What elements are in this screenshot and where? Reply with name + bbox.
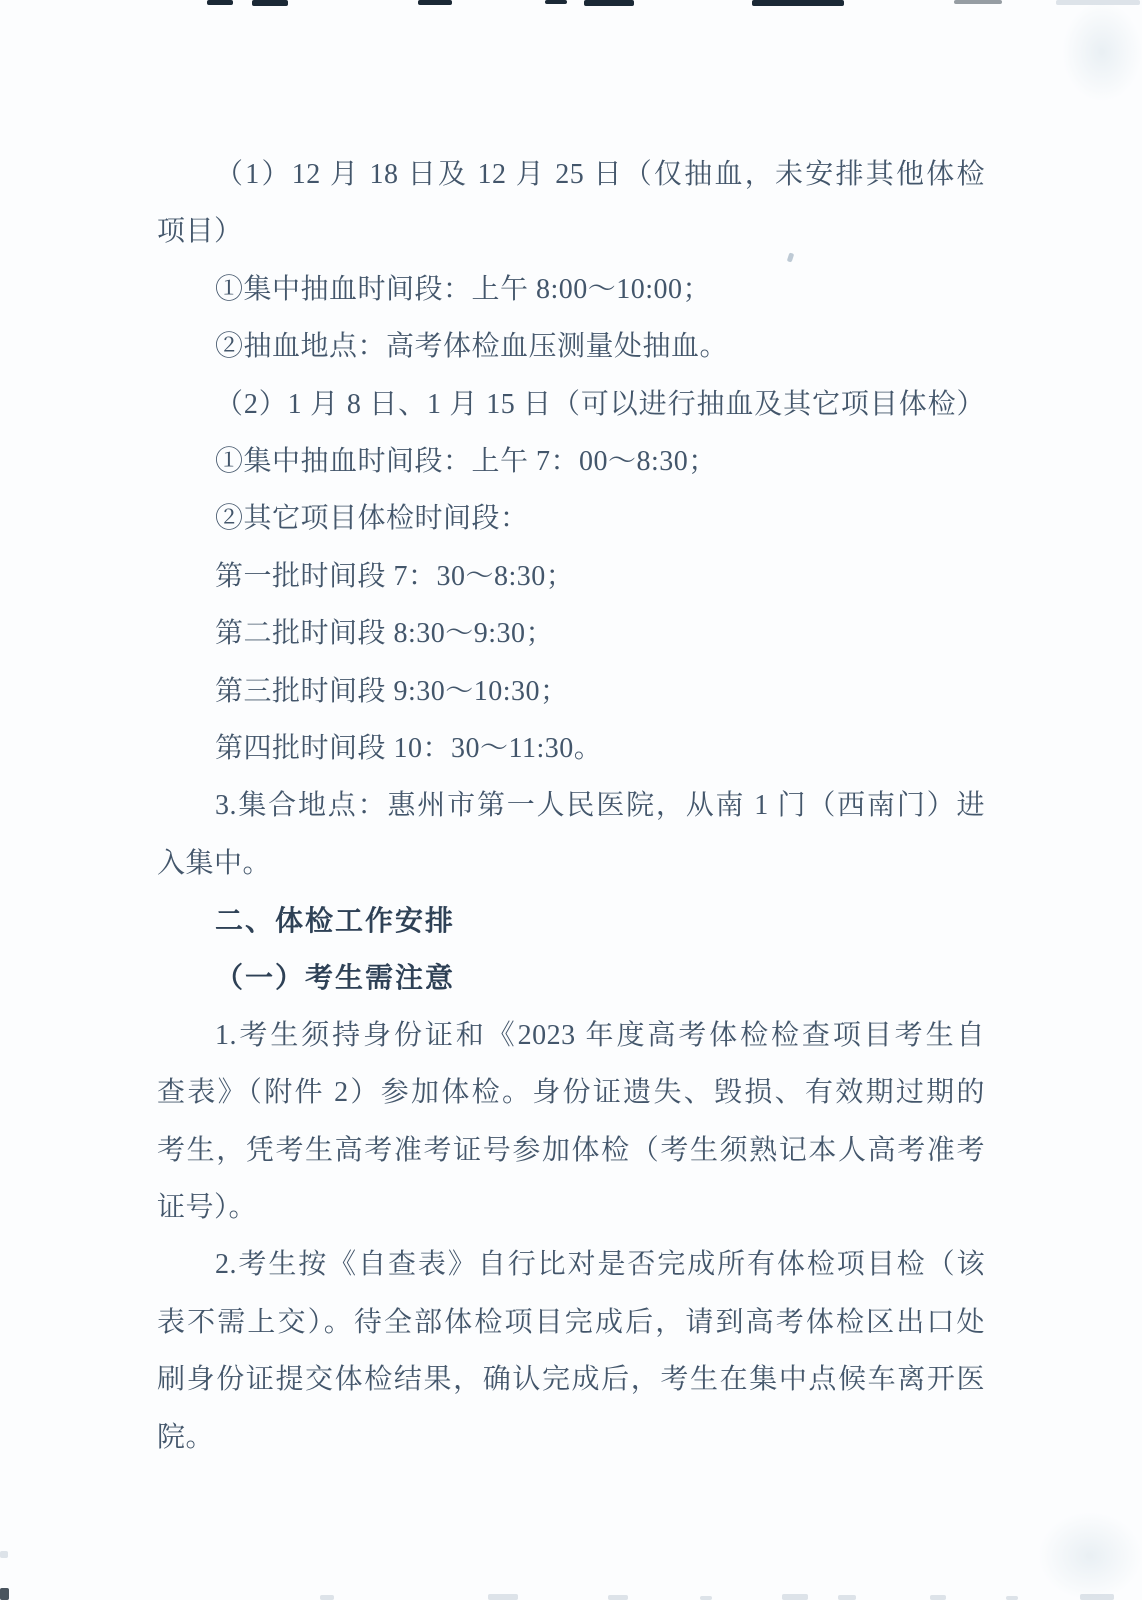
text-line: （1）12 月 18 日及 12 月 25 日（仅抽血，未安排其他体检 — [215, 159, 985, 190]
section-heading: 二、体检工作安排 — [215, 905, 456, 937]
scan-artifact — [320, 1595, 334, 1600]
scan-artifact — [207, 0, 233, 5]
text-line: 第一批时间段 7：30～8:30； — [215, 560, 575, 592]
scan-smudge — [1062, 2, 1142, 102]
scan-artifact — [418, 0, 452, 5]
scan-smudge — [1038, 1512, 1142, 1600]
text-line: 表不需上交）。待全部体检项目完成后，请到高考体检区出口处 — [157, 1306, 985, 1338]
text-line: 3.集合地点：惠州市第一人民医院，从南 1 门（西南门）进 — [215, 790, 985, 822]
text-line: （2）1 月 8 日、1 月 15 日（可以进行抽血及其它项目体检） — [215, 388, 985, 420]
text-line: ①集中抽血时间段：上午 7：00～8:30； — [215, 445, 717, 477]
text-line: 1.考生须持身份证和《2023 年度高考体检检查项目考生自 — [215, 1019, 985, 1051]
text-line: 证号）。 — [157, 1192, 258, 1224]
scan-artifact — [608, 1595, 628, 1600]
scan-artifact — [782, 1594, 808, 1600]
text-line: 第二批时间段 8:30～9:30； — [215, 618, 555, 650]
text-line: 院。 — [157, 1421, 215, 1453]
scan-artifact — [700, 1596, 712, 1600]
scan-artifact — [0, 1588, 9, 1600]
scan-artifact — [545, 0, 567, 4]
text-line: 入集中。 — [157, 847, 272, 879]
text-line: 刷身份证提交体检结果，确认完成后，考生在集中点候车离开医 — [157, 1364, 985, 1396]
document-body — [157, 146, 985, 1466]
text-line: ①集中抽血时间段：上午 8:00～10:00； — [215, 273, 712, 305]
text-line: ②其它项目体检时间段： — [215, 503, 529, 535]
scan-artifact — [954, 0, 1002, 4]
scan-artifact — [1006, 1596, 1018, 1600]
text-line: 2.考生按《自查表》自行比对是否完成所有体检项目检（该 — [215, 1249, 985, 1281]
text-line: 第三批时间段 9:30～10:30； — [215, 675, 569, 707]
scan-artifact — [252, 0, 288, 6]
scan-artifact — [488, 1594, 518, 1600]
text-line: 考生，凭考生高考准考证号参加体检（考生须熟记本人高考准考 — [157, 1134, 985, 1166]
scan-artifact — [752, 0, 844, 6]
scan-artifact — [838, 1595, 856, 1600]
text-line: 项目） — [157, 216, 243, 248]
text-line: 查表》（附件 2）参加体检。身份证遗失、毁损、有效期过期的 — [157, 1077, 985, 1109]
scan-artifact — [584, 0, 634, 6]
scan-artifact — [930, 1595, 946, 1600]
scan-artifact — [0, 1551, 8, 1558]
text-line: 第四批时间段 10：30～11:30。 — [215, 732, 603, 764]
subsection-heading: （一）考生需注意 — [215, 962, 456, 994]
text-line: ②抽血地点：高考体检血压测量处抽血。 — [215, 331, 729, 363]
